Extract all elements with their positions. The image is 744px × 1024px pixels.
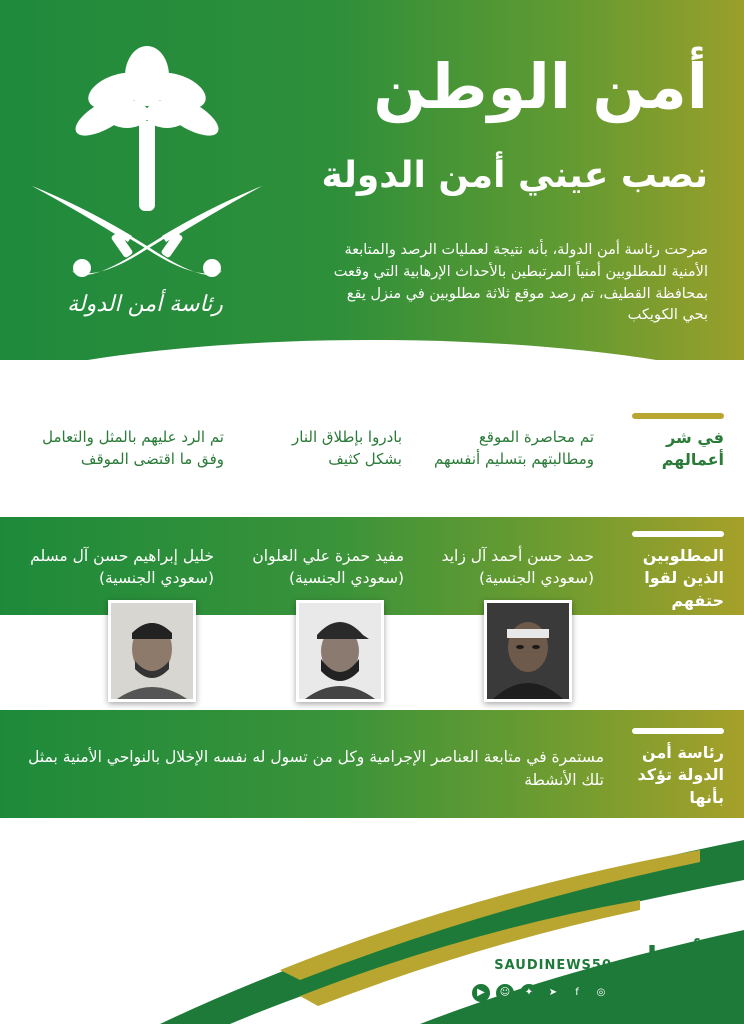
youtube-icon[interactable]: ▶ <box>472 984 490 1002</box>
person-name: مفيد حمزة علي العلوان <box>252 547 404 565</box>
instagram-icon[interactable]: ◎ <box>592 984 610 1002</box>
confirm-section-label: رئاسة أمن الدولة تؤكد بأنها <box>637 743 724 807</box>
portrait-headband-icon <box>484 600 572 702</box>
brand-logo: أخبار <box>629 941 703 976</box>
confirm-text: مستمرة في متابعة العناصر الإجرامية وكل من تسول له نفسه الإخلال بالنواحي الأمنية بمثل تلك الأنشطة <box>28 748 604 790</box>
page-subtitle: نصب عيني أمن الدولة <box>321 155 708 196</box>
social-icons <box>472 984 610 1002</box>
wanted-section-label: المطلوبين الذين لقوا حتفهم <box>642 546 724 610</box>
fact-item: تم محاصرة الموقع ومطالبتهم بتسليم أنفسهم <box>434 428 594 468</box>
emblem-caption: رئاسة أمن الدولة <box>67 292 223 317</box>
snapchat-icon[interactable]: ☺ <box>496 984 514 1002</box>
portrait-cap-icon <box>296 600 384 702</box>
person-nationality: (سعودي الجنسية) <box>478 569 594 588</box>
portrait-icon <box>108 600 196 702</box>
fact-item: بادروا بإطلاق النار بشكل كثيف <box>292 428 402 468</box>
person-name: حمد حسن أحمد آل زايد <box>441 547 594 565</box>
brand-logo-sub: السعودية <box>648 980 682 990</box>
twitter-icon[interactable]: ✦ <box>520 984 538 1002</box>
person-3 <box>14 545 214 590</box>
hero-banner <box>0 0 744 360</box>
person-1 <box>414 545 594 590</box>
actions-section <box>0 395 744 517</box>
fact-item: تم الرد عليهم بالمثل والتعامل وفق ما اقتضى الموقف <box>42 428 224 468</box>
person-name: خليل إبراهيم حسن آل مسلم <box>30 547 214 565</box>
brand-name: SAUDINEWS50 <box>494 958 612 973</box>
actions-section-label: في شر أعمالهم <box>661 428 724 470</box>
person-nationality: (سعودي الجنسية) <box>288 569 404 588</box>
person-nationality: (سعودي الجنسية) <box>98 569 214 588</box>
footer-swoosh <box>0 820 744 1024</box>
facebook-icon[interactable]: f <box>568 984 586 1002</box>
telegram-icon[interactable]: ➤ <box>544 984 562 1002</box>
section-bar <box>632 728 724 734</box>
intro-paragraph: صرحت رئاسة أمن الدولة، بأنه نتيجة لعمليات الرصد والمتابعة الأمنية للمطلوبين أمنياً المرتبطين بالأحداث الإرهابية التي وقعت بمحافظة القطيف، تم رصد موقع ثلاثة مطلوبين في منزل يقع بحي الكويكب <box>333 242 708 324</box>
hero-curve <box>0 340 744 360</box>
person-2 <box>224 545 404 590</box>
section-bar <box>632 413 724 419</box>
page-title: أمن الوطن <box>373 50 708 123</box>
section-bar <box>632 531 724 537</box>
saudi-emblem-icon <box>22 36 272 336</box>
